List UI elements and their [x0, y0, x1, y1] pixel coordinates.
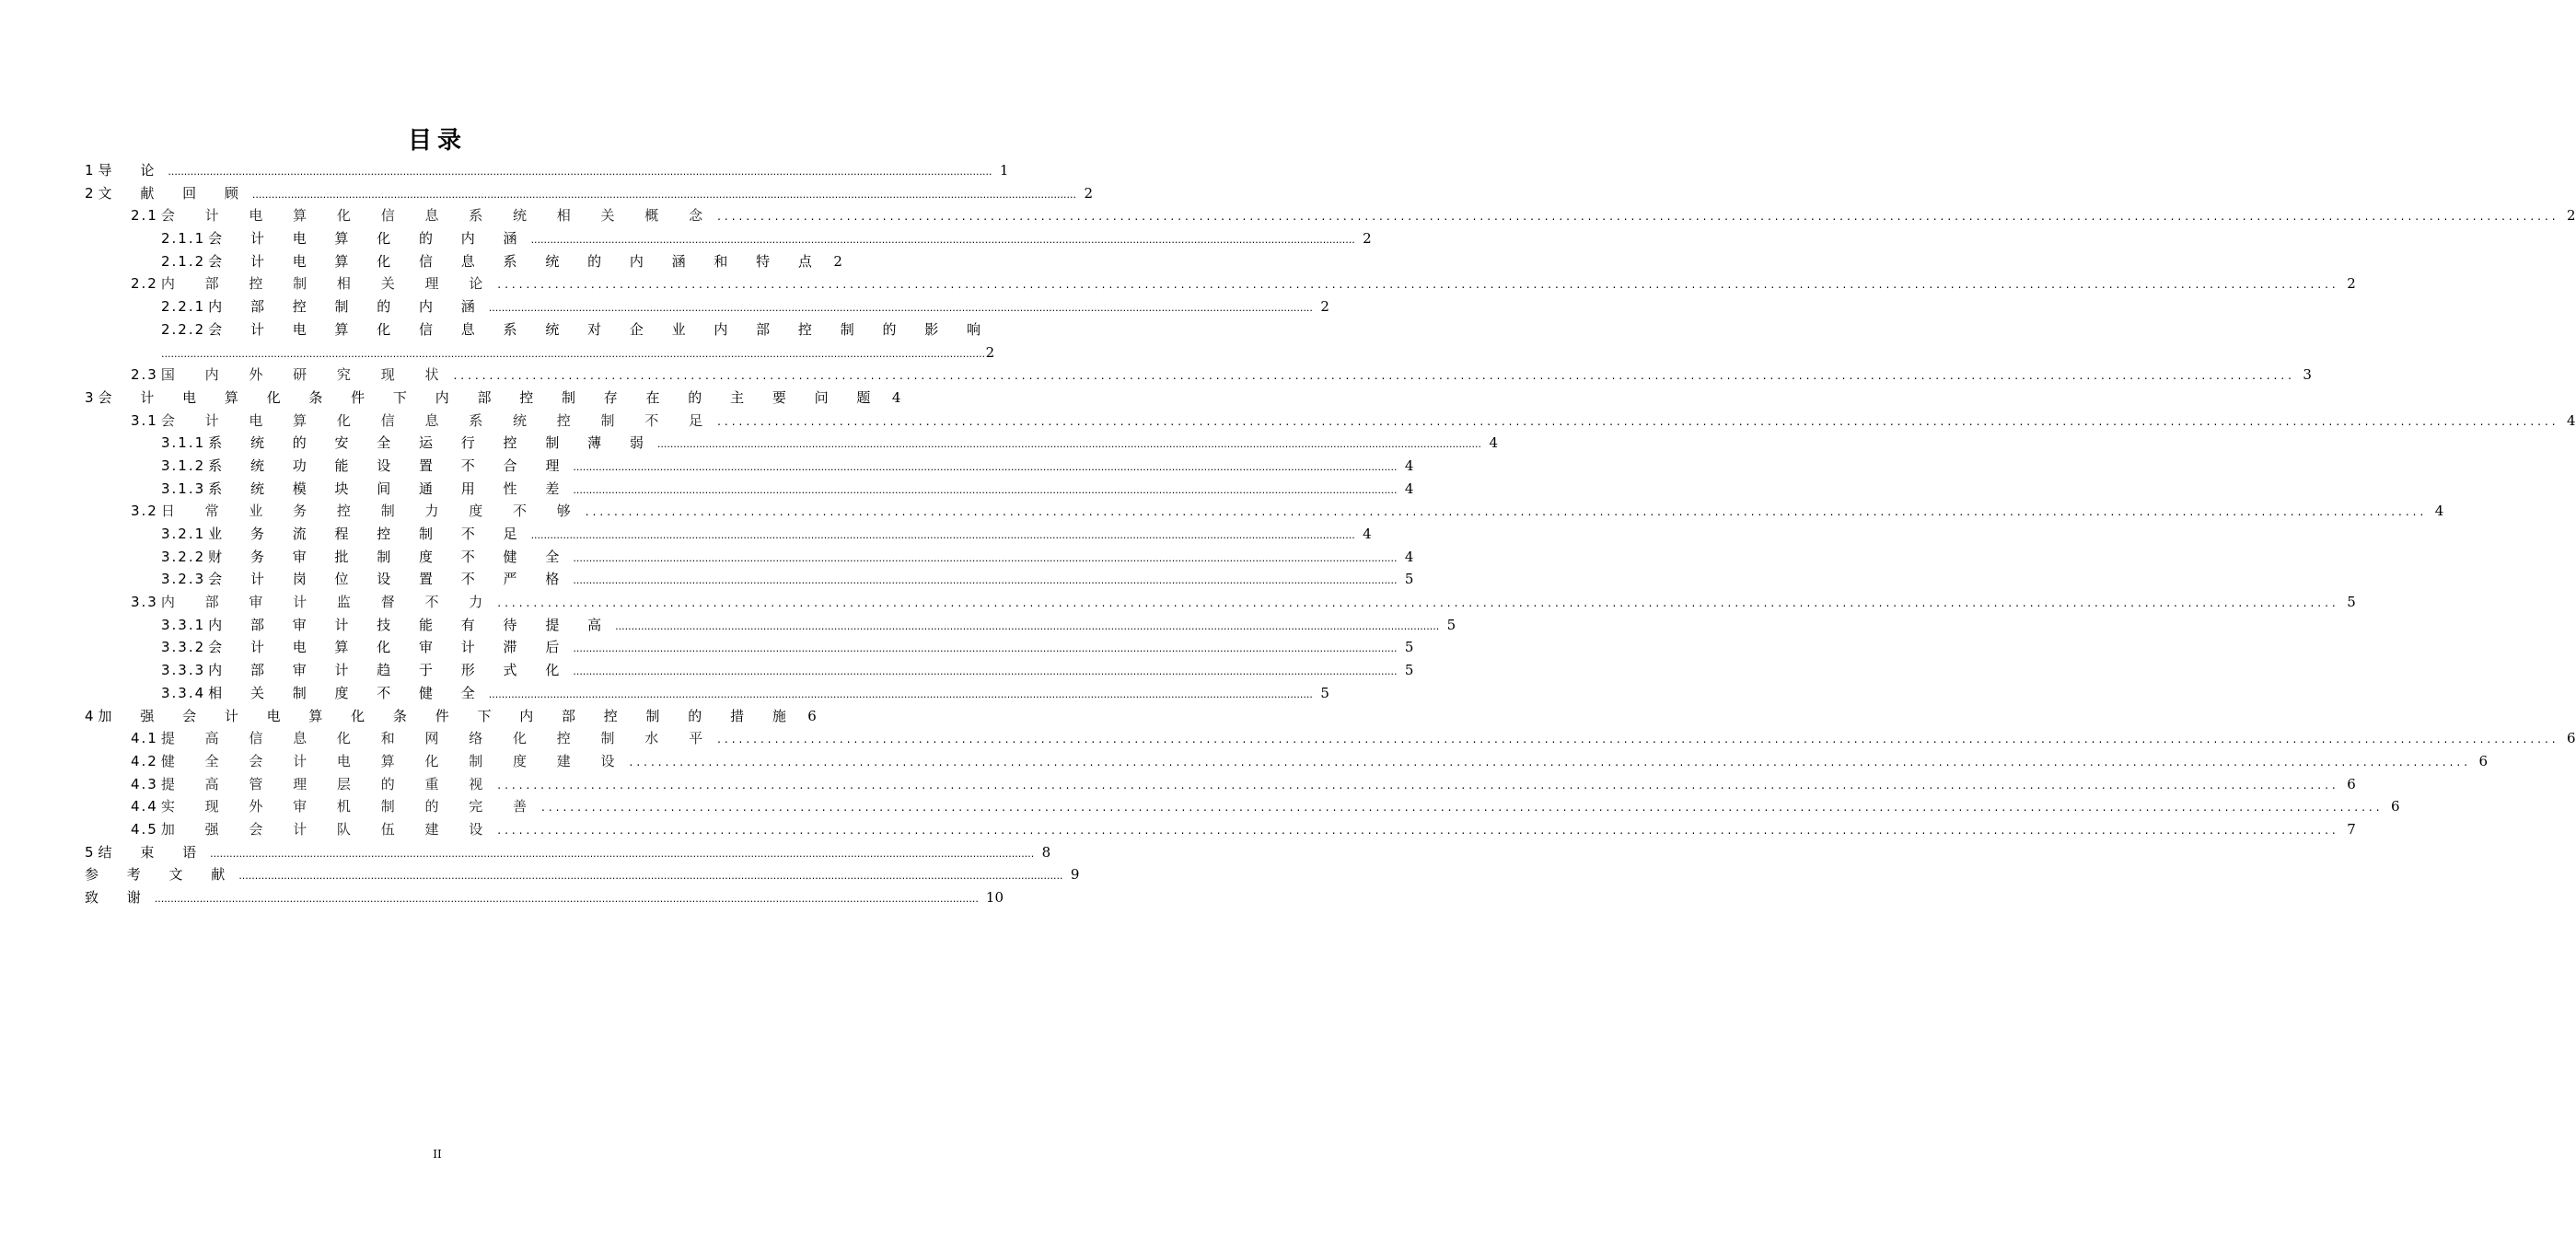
toc-entry-page: 5: [1320, 684, 1329, 701]
dot-leader: [541, 795, 2384, 819]
toc-entry-label: 内 部 审 计 监 督 不 力: [160, 594, 496, 611]
dot-leader: [489, 295, 1313, 320]
toc-entry-number: 3.2.1: [161, 526, 206, 542]
toc-entry-number: 4: [85, 707, 96, 724]
dot-leader: [573, 546, 1397, 571]
dot-leader: [497, 818, 2339, 842]
toc-entry-label: 会 计 电 算 化 审 计 滞 后: [208, 639, 572, 656]
toc-entry-number: 3.2.2: [161, 548, 206, 565]
toc-entry[interactable]: [85, 659, 1414, 682]
toc-entry-number: 4.1: [131, 730, 158, 747]
toc-entry-number: 4.4: [131, 798, 158, 815]
dot-leader: [161, 341, 985, 366]
toc-entry-number: 3.3.4: [161, 684, 206, 701]
toc-entry[interactable]: [85, 364, 2312, 387]
toc-entry-page: 4: [1404, 480, 1414, 497]
toc-entry-number: 3.3.3: [161, 662, 206, 679]
toc-entry-number: 3.2: [131, 503, 158, 520]
toc-entry-page: 4: [1489, 434, 1498, 452]
toc-entry-page: 2: [833, 252, 842, 270]
toc-entry-label: 会 计 岗 位 设 置 不 严 格: [208, 571, 572, 588]
dot-leader: [573, 568, 1397, 593]
toc-entry-number: 2.2.1: [161, 298, 206, 316]
toc-entry-page: 2: [1363, 230, 1372, 248]
toc-entry[interactable]: [85, 568, 1414, 591]
toc-entry-label: 文 献 回 顾: [98, 184, 250, 202]
toc-entry[interactable]: [85, 432, 1498, 455]
toc-entry-page: 9: [1070, 866, 1080, 884]
toc-entry-page: 6: [2390, 798, 2400, 815]
toc-entry-page: 5: [1404, 639, 1414, 656]
dot-leader: [531, 523, 1355, 548]
toc-entry-label: 内 部 审 计 趋 于 形 式 化: [208, 662, 572, 679]
toc-entry-label: 导 论: [98, 162, 167, 179]
toc-entry-page: 6: [2567, 730, 2576, 747]
dot-leader: [573, 659, 1397, 684]
toc-entry-label: 系 统 功 能 设 置 不 合 理: [208, 457, 572, 474]
toc-entry-number: 2.1.2: [161, 252, 206, 270]
dot-leader: [531, 227, 1355, 252]
toc-entry-page: 2: [2567, 207, 2576, 225]
toc-entry-number: 3.1.1: [161, 434, 206, 452]
toc-entry-label: 国 内 外 研 究 现 状: [160, 366, 452, 384]
toc-entry-label: 相 关 制 度 不 健 全: [208, 684, 487, 701]
toc-entry-number: 4.3: [131, 775, 158, 792]
toc-entry-number: 2.2: [131, 275, 158, 293]
toc-entry-page: 2: [2347, 275, 2356, 293]
toc-entry[interactable]: [85, 478, 1414, 501]
toc-entry-page: 5: [1404, 571, 1414, 588]
toc-entry-label: 会 计 电 算 化 条 件 下 内 部 控 制 存 在 的 主 要 问 题: [98, 388, 883, 406]
dot-leader: [717, 204, 2559, 228]
toc-entry-label: 加 强 会 计 电 算 化 条 件 下 内 部 控 制 的 措 施: [98, 707, 798, 724]
toc-entry[interactable]: [85, 227, 1372, 250]
toc-entry-page: 5: [1446, 616, 1456, 633]
toc-entry[interactable]: [85, 204, 2576, 227]
toc-entry-label: 提 高 管 理 层 的 重 视: [160, 775, 496, 792]
toc-entry[interactable]: [85, 410, 2576, 433]
toc-entry-number: 2: [85, 184, 96, 202]
toc-entry[interactable]: [85, 523, 1372, 546]
toc-entry-page: 4: [1404, 457, 1414, 474]
dot-leader: [573, 455, 1397, 480]
toc-entry[interactable]: [85, 318, 992, 341]
toc-entry-number: 1: [85, 162, 96, 179]
dot-leader: [630, 750, 2472, 774]
toc-entry-number: 3.1: [131, 411, 158, 429]
toc-entry-page: 5: [2347, 594, 2356, 611]
toc-entry[interactable]: [85, 727, 2576, 750]
toc-entry[interactable]: [85, 159, 1009, 182]
toc-entry-number: 5: [85, 843, 96, 861]
toc-entry-page: 5: [1404, 662, 1414, 679]
toc-entry-label: 内 部 控 制 的 内 涵: [208, 298, 487, 316]
toc-entry-number: 4.5: [131, 820, 158, 838]
toc-entry[interactable]: [85, 773, 2356, 796]
toc-entry-label: 提 高 信 息 化 和 网 络 化 控 制 水 平: [160, 730, 716, 747]
page-title: 目录: [407, 127, 467, 155]
toc-entry-number: 3.3.2: [161, 639, 206, 656]
toc-entry-number: 3: [85, 388, 96, 406]
dot-leader: [168, 159, 992, 184]
toc-entry[interactable]: [85, 500, 2444, 523]
toc-entry-label: 业 务 流 程 控 制 不 足: [208, 526, 529, 542]
toc-entry[interactable]: [85, 250, 842, 273]
dot-leader: [497, 272, 2339, 296]
toc-entry-label: 会 计 电 算 化 信 息 系 统 对 企 业 内 部 控 制 的 影 响: [208, 320, 992, 338]
dot-leader: [252, 182, 1076, 207]
toc-entry-number: 2.3: [131, 366, 158, 384]
toc-entry-page: 10: [985, 889, 1004, 906]
toc-entry-number: 2.2.2: [161, 320, 206, 338]
toc-entry-label: 参 考 文 献: [85, 866, 238, 884]
dot-leader: [238, 863, 1062, 888]
dot-leader: [657, 432, 1481, 457]
toc-entry-label: 系 统 的 安 全 运 行 控 制 薄 弱: [208, 434, 656, 452]
dot-leader: [453, 364, 2295, 387]
toc-entry-label: 会 计 电 算 化 信 息 系 统 的 内 涵 和 特 点: [208, 252, 824, 270]
toc-entry-page: 4: [1404, 548, 1414, 565]
toc-entry-number: 3.1.2: [161, 457, 206, 474]
toc-entry[interactable]: [85, 272, 2356, 295]
toc-entry[interactable]: [85, 863, 1080, 886]
dot-leader: [717, 727, 2559, 751]
toc-entry[interactable]: [85, 636, 1414, 659]
toc-entry-number: 4.2: [131, 752, 158, 769]
toc-entry[interactable]: [85, 750, 2489, 773]
toc-entry[interactable]: [85, 841, 1051, 864]
toc-entry-label: 会 计 电 算 化 信 息 系 统 相 关 概 念: [160, 207, 716, 225]
toc-entry[interactable]: [85, 182, 1093, 205]
toc-entry[interactable]: [85, 387, 901, 410]
toc-entry-page: 4: [2434, 503, 2444, 520]
dot-leader: [615, 614, 1439, 639]
toc-entry-number: 3.3.1: [161, 616, 206, 633]
toc-entry-label: 内 部 控 制 相 关 理 论: [160, 275, 496, 293]
toc-entry[interactable]: [85, 455, 1414, 478]
toc-entry[interactable]: [85, 591, 2356, 614]
toc-entry-page: 2: [985, 343, 995, 361]
dot-leader: [586, 500, 2428, 524]
toc-entry-page: 1: [999, 162, 1009, 179]
toc-entry-number: 3.3: [131, 594, 158, 611]
dot-leader: [489, 682, 1313, 707]
toc-entry-page: 7: [2347, 820, 2356, 838]
dot-leader: [717, 410, 2559, 434]
toc-entry-page: 8: [1041, 843, 1051, 861]
toc-entry-page: 6: [2347, 775, 2356, 792]
toc-entry-label: 加 强 会 计 队 伍 建 设: [160, 820, 496, 838]
page-number-footer: II: [433, 1148, 442, 1161]
table-of-contents: [85, 159, 2576, 909]
toc-entry-number: 2.1.1: [161, 230, 206, 248]
dot-leader: [497, 773, 2339, 797]
toc-entry-page: 6: [807, 707, 817, 724]
toc-entry-label: 会 计 电 算 化 信 息 系 统 控 制 不 足: [160, 411, 716, 429]
dot-leader: [573, 478, 1397, 503]
toc-entry-number: 3.2.3: [161, 571, 206, 588]
toc-entry-label: 内 部 审 计 技 能 有 待 提 高: [208, 616, 614, 633]
toc-entry-page: 4: [2567, 411, 2576, 429]
toc-entry-label: 会 计 电 算 化 的 内 涵: [208, 230, 529, 248]
toc-entry-page: 6: [2478, 752, 2489, 769]
toc-entry-number: 2.1: [131, 207, 158, 225]
toc-entry-page: 3: [2303, 366, 2312, 384]
toc-entry[interactable]: [85, 886, 1004, 909]
toc-entry-continuation[interactable]: [85, 341, 995, 364]
toc-entry-label: 结 束 语: [98, 843, 209, 861]
toc-entry[interactable]: [85, 295, 1329, 318]
toc-entry[interactable]: [85, 705, 817, 728]
dot-leader: [497, 591, 2339, 615]
toc-entry-label: 实 现 外 审 机 制 的 完 善: [160, 798, 540, 815]
toc-entry-label: 系 统 模 块 间 通 用 性 差: [208, 480, 572, 497]
toc-entry[interactable]: [85, 614, 1456, 637]
toc-entry-page: 4: [1363, 526, 1372, 542]
toc-entry-label: 健 全 会 计 电 算 化 制 度 建 设: [160, 752, 628, 769]
toc-entry-page: 4: [891, 388, 901, 406]
toc-entry-number: 3.1.3: [161, 480, 206, 497]
dot-leader: [573, 636, 1397, 661]
toc-entry[interactable]: [85, 818, 2356, 841]
toc-entry[interactable]: [85, 682, 1329, 705]
dot-leader: [155, 886, 979, 911]
toc-entry-label: 日 常 业 务 控 制 力 度 不 够: [160, 503, 584, 520]
toc-entry-page: 2: [1084, 184, 1093, 202]
toc-entry-page: 2: [1320, 298, 1329, 316]
toc-entry[interactable]: [85, 546, 1414, 569]
toc-entry-label: 财 务 审 批 制 度 不 健 全: [208, 548, 572, 565]
toc-entry[interactable]: [85, 795, 2400, 818]
dot-leader: [210, 841, 1034, 866]
toc-entry-label: 致 谢: [85, 889, 153, 906]
